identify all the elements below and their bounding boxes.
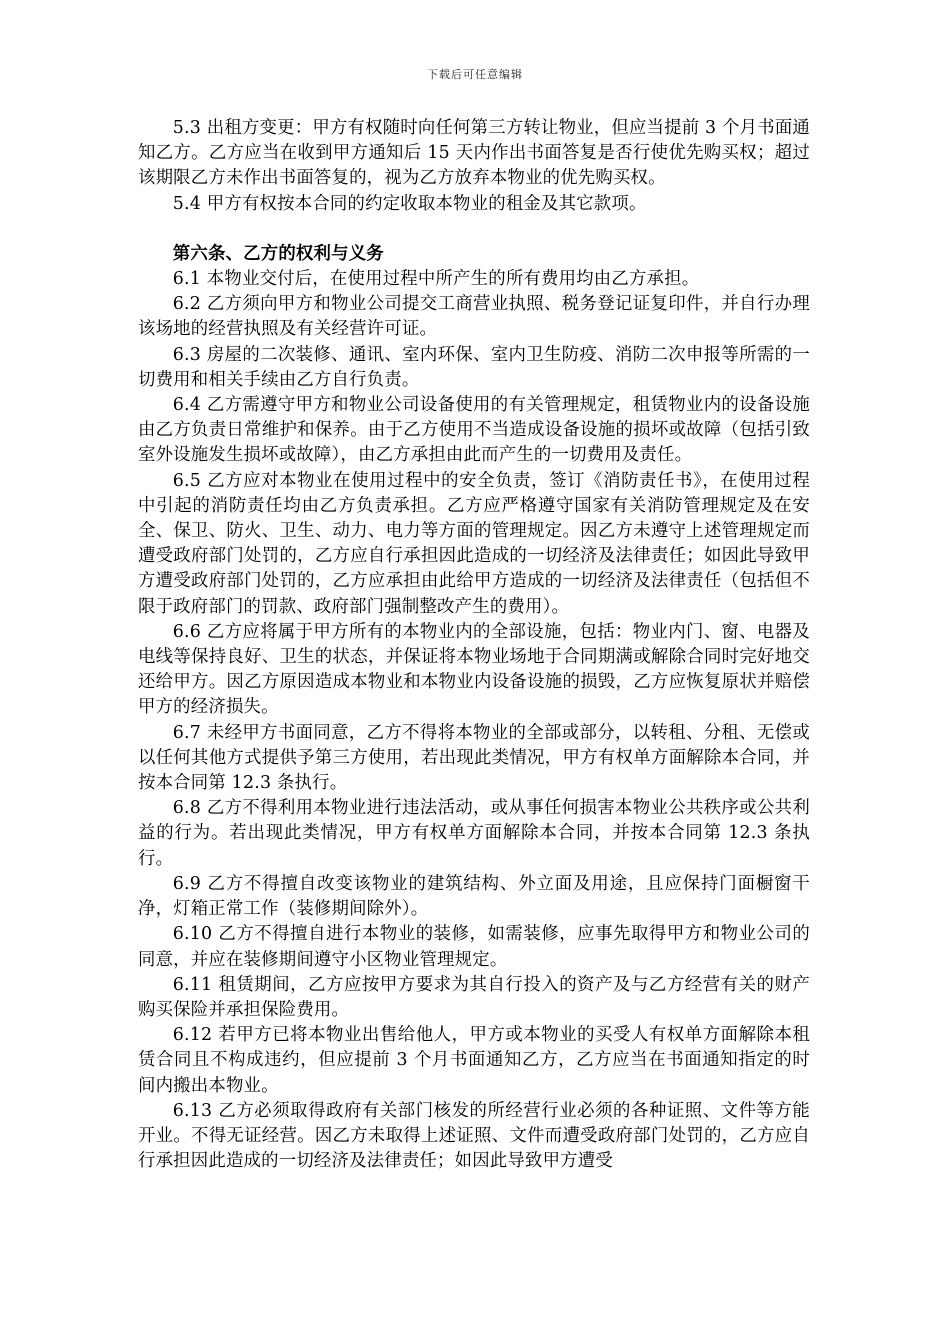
clause-6-4: 6.4 乙方需遵守甲方和物业公司设备使用的有关管理规定，租赁物业内的设备设施由乙方负责日常维护和保养。由于乙方使用不当造成设备设施的损坏或故障（包括引致室外设施发生损坏或故障），由乙方承担由此而产生的一切费用及责任。 [138,395,810,466]
clause-6-1: 6.1 本物业交付后，在使用过程中所产生的所有费用均由乙方承担。 [172,269,700,290]
clause-6-6: 6.6 乙方应将属于甲方所有的本物业内的全部设施，包括：物业内门、窗、电器及电线等保持良好、卫生的状态，并保证将本物业场地于合同期满或解除合同时完好地交还给甲方。因乙方原因造成本物业和本物业内设备设施的损毁，乙方应恢复原状并赔偿甲方的经济损失。 [138,621,810,718]
clause-6-9: 6.9 乙方不得擅自改变该物业的建筑结构、外立面及用途，且应保持门面橱窗干净，灯箱正常工作（装修期间除外）。 [138,873,810,920]
clause-6-7: 6.7 未经甲方书面同意，乙方不得将本物业的全部或部分，以转租、分租、无偿或以任何其他方式提供予第三方使用，若出现此类情况，甲方有权单方面解除本合同，并按本合同第 12.3 条执行。 [138,722,810,794]
clause-6-13: 6.13 乙方必须取得政府有关部门核发的所经营行业必须的各种证照、文件等方能开业。不得无证经营。因乙方未取得上述证照、文件而遭受政府部门处罚的，乙方应自行承担因此造成的一切经济及法律责任；如因此导致甲方遭受 [138,1100,810,1172]
clause-5-4: 5.4 甲方有权按本合同的约定收取本物业的租金及其它款项。 [172,193,647,214]
clause-5-3: 5.3 出租方变更：甲方有权随时向任何第三方转让物业，但应当提前 3 个月书面通知乙方。乙方应当在收到甲方通知后 15 天内作出书面答复是否行使优先购买权；超过该期限乙方未作出书面答复的，视为乙方放弃本物业的优先购买权。 [138,118,810,189]
clause-6-2: 6.2 乙方须向甲方和物业公司提交工商营业执照、税务登记证复印件，并自行办理该场地的经营执照及有关经营许可证。 [138,294,810,340]
clause-6-12: 6.12 若甲方已将本物业出售给他人，甲方或本物业的买受人有权单方面解除本租赁合同且不构成违约，但应提前 3 个月书面通知乙方，乙方应当在书面通知指定的时间内搬出本物业。 [138,1025,810,1096]
download-note: 下载后可任意编辑 [427,68,523,81]
clause-6-8: 6.8 乙方不得利用本物业进行违法活动，或从事任何损害本物业公共秩序或公共利益的行为。若出现此类情况，甲方有权单方面解除本合同，并按本合同第 12.3 条执行。 [138,798,810,869]
document-body [138,116,810,1174]
clause-6-5: 6.5 乙方应对本物业在使用过程中的安全负责，签订《消防责任书》，在使用过程中引起的消防责任均由乙方负责承担。乙方应严格遵守国家有关消防管理规定及在安全、保卫、防火、卫生、动力、电力等方面的管理规定。因乙方未遵守上述管理规定而遭受政府部门处罚的，乙方应自行承担因此造成的一切经济及法律责任；如因此导致甲方遭受政府部门处罚的，乙方应承担由此给甲方造成的一切经济及法律责任（包括但不限于政府部门的罚款、政府部门强制整改产生的费用）。 [138,470,810,617]
clause-6-3: 6.3 房屋的二次装修、通讯、室内环保、室内卫生防疫、消防二次申报等所需的一切费用和相关手续由乙方自行负责。 [138,344,810,390]
clause-6-10: 6.10 乙方不得擅自进行本物业的装修，如需装修，应事先取得甲方和物业公司的同意，并应在装修期间遵守小区物业管理规定。 [138,924,810,970]
clause-6-11: 6.11 租赁期间，乙方应按甲方要求为其自行投入的资产及与乙方经营有关的财产购买保险并承担保险费用。 [138,974,810,1020]
section-6-title: 第六条、乙方的权利与义务 [172,243,384,264]
